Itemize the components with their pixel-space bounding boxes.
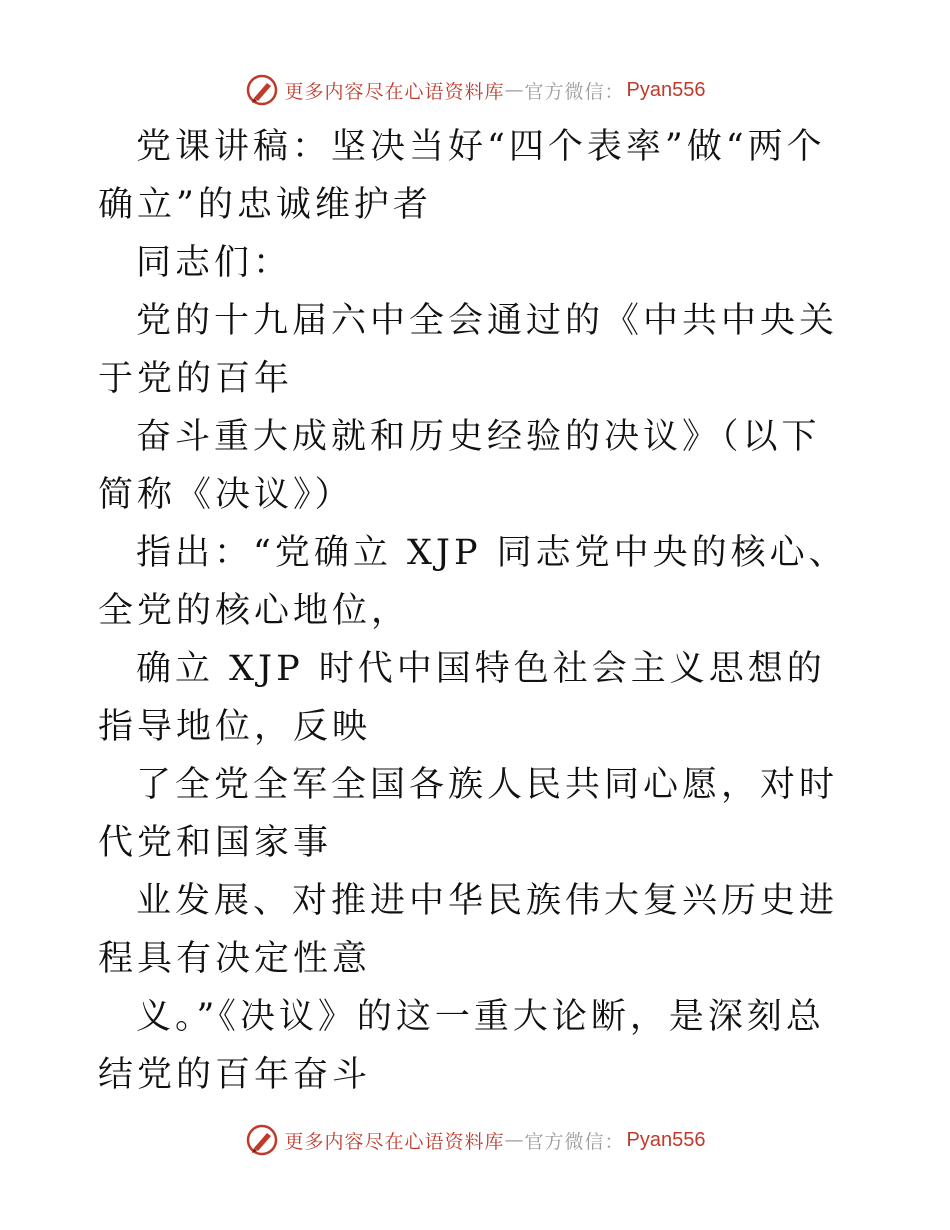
header-watermark <box>0 70 950 110</box>
body-paragraph: 奋斗重大成就和历史经验的决议》（以下简称《决议》） <box>98 417 821 515</box>
pen-logo-icon <box>245 73 279 107</box>
body-paragraph: 确立 XJP 时代中国特色社会主义思想的指导地位，反映 <box>98 649 826 747</box>
pen-logo-icon <box>245 1123 279 1157</box>
body-paragraph: 了全党全军全国各族人民共同心愿，对时代党和国家事 <box>98 765 839 863</box>
watermark-account: Pyan556 <box>626 78 706 101</box>
salutation: 同志们： <box>136 243 293 283</box>
body-paragraph: 义。”《决议》的这一重大论断，是深刻总结党的百年奋斗 <box>98 997 825 1095</box>
document-body <box>98 118 858 1104</box>
watermark-label: 官方微信： <box>524 80 625 103</box>
body-paragraph: 指出：“党确立 XJP 同志党中央的核心、全党的核心地位， <box>98 533 848 631</box>
watermark-label: 官方微信： <box>524 1130 625 1153</box>
watermark-account: Pyan556 <box>626 1128 706 1151</box>
body-paragraph: 党的十九届六中全会通过的《中共中央关于党的百年 <box>98 301 839 399</box>
watermark-main-text: 更多内容尽在心语资料库 <box>284 80 505 103</box>
footer-watermark <box>0 1120 950 1160</box>
body-paragraph: 业发展、对推进中华民族伟大复兴历史进程具有决定性意 <box>98 881 839 979</box>
watermark-separator: — <box>504 79 525 101</box>
watermark-main-text: 更多内容尽在心语资料库 <box>284 1130 505 1153</box>
watermark-separator: — <box>504 1129 525 1151</box>
document-title: 党课讲稿：坚决当好“四个表率”做“两个确立”的忠诚维护者 <box>98 127 826 225</box>
